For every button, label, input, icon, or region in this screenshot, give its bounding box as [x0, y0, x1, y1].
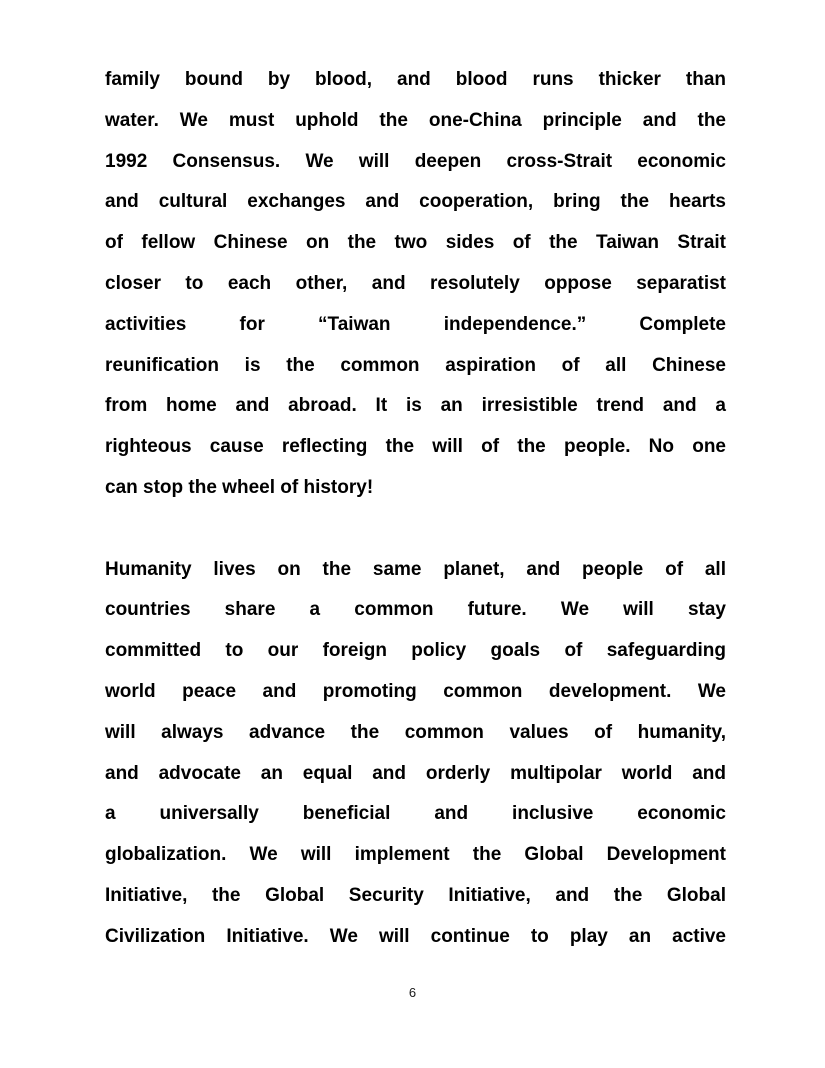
text-line: closer to each other, and resolutely oppose separatist	[105, 272, 726, 294]
text-line: globalization. We will implement the Global Development	[105, 844, 726, 866]
text-line: righteous cause reflecting the will of the people. No one	[105, 436, 726, 458]
text-line: 1992 Consensus. We will deepen cross-Strait economic	[105, 150, 726, 172]
text-line: will always advance the common values of humanity,	[105, 721, 726, 743]
paragraph	[105, 60, 726, 509]
text-line: of fellow Chinese on the two sides of the Taiwan Strait	[105, 232, 726, 254]
text-line: can stop the wheel of history!	[105, 476, 374, 498]
text-line: and advocate an equal and orderly multipolar world and	[105, 762, 726, 784]
text-line: Civilization Initiative. We will continue to play an active	[105, 925, 726, 947]
text-line: Initiative, the Global Security Initiative, and the Global	[105, 884, 726, 906]
text-line: a universally beneficial and inclusive economic	[105, 803, 726, 825]
paragraph	[105, 550, 726, 958]
text-line: activities for “Taiwan independence.” Complete	[105, 313, 726, 335]
text-line: and cultural exchanges and cooperation, bring the hearts	[105, 191, 726, 213]
text-line: countries share a common future. We will stay	[105, 599, 726, 621]
document-text-block	[105, 60, 726, 958]
text-line: water. We must uphold the one-China principle and the	[105, 109, 726, 131]
text-line: Humanity lives on the same planet, and people of all	[105, 558, 726, 580]
text-line: family bound by blood, and blood runs thicker than	[105, 69, 726, 90]
text-line: committed to our foreign policy goals of safeguarding	[105, 640, 726, 662]
text-line: world peace and promoting common development. We	[105, 680, 726, 702]
page-number: 6	[408, 985, 417, 1000]
text-line: from home and abroad. It is an irresistible trend and a	[105, 395, 726, 417]
text-line: reunification is the common aspiration of all Chinese	[105, 354, 726, 376]
